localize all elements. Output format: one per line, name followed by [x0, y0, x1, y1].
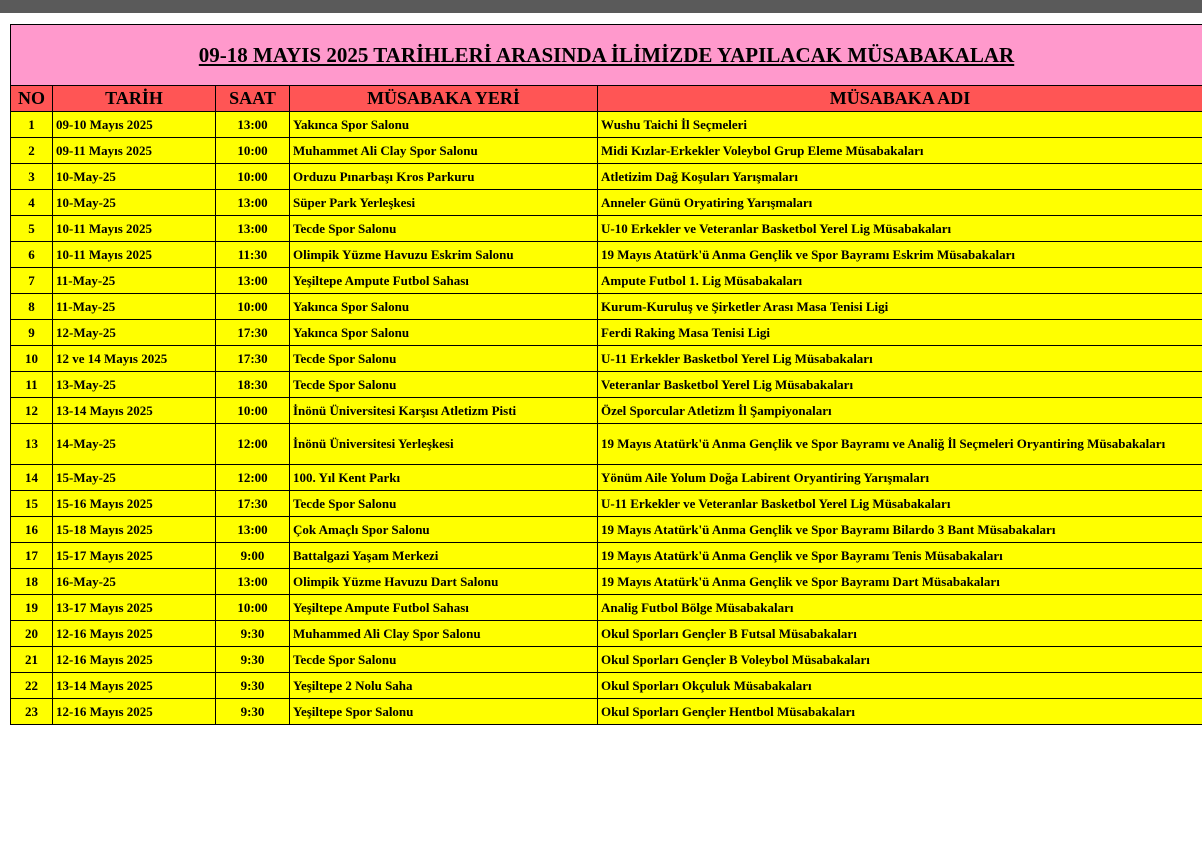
header-event: MÜSABAKA ADI [598, 86, 1202, 112]
cell-date: 15-16 Mayıs 2025 [53, 491, 216, 517]
cell-venue: Yeşiltepe Ampute Futbol Sahası [290, 595, 598, 621]
cell-date: 12-16 Mayıs 2025 [53, 699, 216, 725]
cell-venue: Muhammed Ali Clay Spor Salonu [290, 621, 598, 647]
cell-venue: Çok Amaçlı Spor Salonu [290, 517, 598, 543]
cell-event: Analig Futbol Bölge Müsabakaları [598, 595, 1202, 621]
cell-date: 14-May-25 [53, 424, 216, 465]
cell-time: 9:30 [216, 621, 290, 647]
cell-date: 12 ve 14 Mayıs 2025 [53, 346, 216, 372]
cell-date: 11-May-25 [53, 294, 216, 320]
cell-time: 9:30 [216, 647, 290, 673]
schedule-sheet [10, 24, 1202, 725]
cell-no: 16 [11, 517, 53, 543]
cell-no: 3 [11, 164, 53, 190]
schedule-table [10, 24, 1202, 725]
table-row [11, 398, 1202, 424]
cell-event: 19 Mayıs Atatürk'ü Anma Gençlik ve Spor Bayramı Tenis Müsabakaları [598, 543, 1202, 569]
cell-venue: Yakınca Spor Salonu [290, 294, 598, 320]
page-title: 09-18 MAYIS 2025 TARİHLERİ ARASINDA İLİMİZDE YAPILACAK MÜSABAKALAR [11, 25, 1202, 86]
cell-date: 11-May-25 [53, 268, 216, 294]
cell-no: 1 [11, 112, 53, 138]
header-no: NO [11, 86, 53, 112]
cell-time: 10:00 [216, 164, 290, 190]
cell-time: 11:30 [216, 242, 290, 268]
cell-event: U-11 Erkekler ve Veteranlar Basketbol Yerel Lig Müsabakaları [598, 491, 1202, 517]
table-row [11, 621, 1202, 647]
cell-event: Anneler Günü Oryatiring Yarışmaları [598, 190, 1202, 216]
cell-date: 10-May-25 [53, 164, 216, 190]
cell-time: 9:30 [216, 699, 290, 725]
table-row [11, 320, 1202, 346]
cell-date: 13-May-25 [53, 372, 216, 398]
cell-date: 12-May-25 [53, 320, 216, 346]
cell-time: 13:00 [216, 268, 290, 294]
table-row [11, 294, 1202, 320]
cell-date: 10-11 Mayıs 2025 [53, 216, 216, 242]
cell-no: 6 [11, 242, 53, 268]
cell-no: 7 [11, 268, 53, 294]
cell-date: 15-May-25 [53, 465, 216, 491]
cell-venue: Tecde Spor Salonu [290, 346, 598, 372]
cell-event: Ampute Futbol 1. Lig Müsabakaları [598, 268, 1202, 294]
cell-no: 5 [11, 216, 53, 242]
cell-no: 21 [11, 647, 53, 673]
cell-no: 8 [11, 294, 53, 320]
cell-time: 12:00 [216, 465, 290, 491]
cell-venue: Tecde Spor Salonu [290, 491, 598, 517]
cell-date: 13-14 Mayıs 2025 [53, 673, 216, 699]
cell-venue: Yeşiltepe 2 Nolu Saha [290, 673, 598, 699]
cell-event: Okul Sporları Gençler B Futsal Müsabakaları [598, 621, 1202, 647]
cell-no: 10 [11, 346, 53, 372]
table-row [11, 543, 1202, 569]
cell-no: 18 [11, 569, 53, 595]
cell-venue: Tecde Spor Salonu [290, 216, 598, 242]
cell-event: Midi Kızlar-Erkekler Voleybol Grup Eleme Müsabakaları [598, 138, 1202, 164]
cell-date: 16-May-25 [53, 569, 216, 595]
cell-time: 9:30 [216, 673, 290, 699]
cell-venue: İnönü Üniversitesi Karşısı Atletizm Pisti [290, 398, 598, 424]
table-row [11, 216, 1202, 242]
cell-date: 15-18 Mayıs 2025 [53, 517, 216, 543]
cell-no: 9 [11, 320, 53, 346]
cell-time: 13:00 [216, 569, 290, 595]
cell-date: 13-14 Mayıs 2025 [53, 398, 216, 424]
cell-event: Yönüm Aile Yolum Doğa Labirent Oryantiring Yarışmaları [598, 465, 1202, 491]
cell-event: U-11 Erkekler Basketbol Yerel Lig Müsabakaları [598, 346, 1202, 372]
cell-venue: İnönü Üniversitesi Yerleşkesi [290, 424, 598, 465]
cell-event: Atletizim Dağ Koşuları Yarışmaları [598, 164, 1202, 190]
cell-venue: Yakınca Spor Salonu [290, 112, 598, 138]
table-row [11, 242, 1202, 268]
cell-no: 23 [11, 699, 53, 725]
cell-time: 17:30 [216, 491, 290, 517]
table-row [11, 699, 1202, 725]
table-row [11, 569, 1202, 595]
table-row [11, 517, 1202, 543]
cell-date: 15-17 Mayıs 2025 [53, 543, 216, 569]
cell-venue: Yeşiltepe Spor Salonu [290, 699, 598, 725]
cell-venue: Olimpik Yüzme Havuzu Dart Salonu [290, 569, 598, 595]
cell-event: Kurum-Kuruluş ve Şirketler Arası Masa Tenisi Ligi [598, 294, 1202, 320]
cell-event: Okul Sporları Okçuluk Müsabakaları [598, 673, 1202, 699]
cell-time: 9:00 [216, 543, 290, 569]
cell-no: 19 [11, 595, 53, 621]
cell-time: 12:00 [216, 424, 290, 465]
cell-event: 19 Mayıs Atatürk'ü Anma Gençlik ve Spor Bayramı Dart Müsabakaları [598, 569, 1202, 595]
cell-time: 10:00 [216, 595, 290, 621]
cell-no: 11 [11, 372, 53, 398]
cell-time: 13:00 [216, 112, 290, 138]
cell-event: Okul Sporları Gençler Hentbol Müsabakaları [598, 699, 1202, 725]
cell-event: Özel Sporcular Atletizm İl Şampiyonaları [598, 398, 1202, 424]
cell-date: 12-16 Mayıs 2025 [53, 621, 216, 647]
cell-time: 10:00 [216, 294, 290, 320]
cell-event: Okul Sporları Gençler B Voleybol Müsabakaları [598, 647, 1202, 673]
cell-event: 19 Mayıs Atatürk'ü Anma Gençlik ve Spor Bayramı ve Analiğ İl Seçmeleri Oryantiring Müsabakaları [598, 424, 1202, 465]
cell-time: 13:00 [216, 517, 290, 543]
window-top-bar [0, 0, 1202, 13]
cell-time: 13:00 [216, 190, 290, 216]
cell-venue: Tecde Spor Salonu [290, 647, 598, 673]
table-row [11, 138, 1202, 164]
cell-date: 13-17 Mayıs 2025 [53, 595, 216, 621]
table-row [11, 164, 1202, 190]
cell-date: 09-11 Mayıs 2025 [53, 138, 216, 164]
table-row [11, 190, 1202, 216]
cell-venue: Orduzu Pınarbaşı Kros Parkuru [290, 164, 598, 190]
cell-event: Veteranlar Basketbol Yerel Lig Müsabakaları [598, 372, 1202, 398]
cell-no: 4 [11, 190, 53, 216]
table-row [11, 112, 1202, 138]
table-row [11, 673, 1202, 699]
table-row [11, 465, 1202, 491]
cell-no: 17 [11, 543, 53, 569]
cell-venue: 100. Yıl Kent Parkı [290, 465, 598, 491]
cell-time: 17:30 [216, 346, 290, 372]
cell-venue: Yeşiltepe Ampute Futbol Sahası [290, 268, 598, 294]
cell-venue: Muhammet Ali Clay Spor Salonu [290, 138, 598, 164]
cell-no: 20 [11, 621, 53, 647]
cell-date: 12-16 Mayıs 2025 [53, 647, 216, 673]
table-row [11, 647, 1202, 673]
table-row [11, 268, 1202, 294]
cell-venue: Tecde Spor Salonu [290, 372, 598, 398]
cell-time: 10:00 [216, 138, 290, 164]
cell-no: 12 [11, 398, 53, 424]
cell-no: 2 [11, 138, 53, 164]
cell-event: 19 Mayıs Atatürk'ü Anma Gençlik ve Spor Bayramı Eskrim Müsabakaları [598, 242, 1202, 268]
header-venue: MÜSABAKA YERİ [290, 86, 598, 112]
cell-no: 13 [11, 424, 53, 465]
cell-date: 10-May-25 [53, 190, 216, 216]
cell-event: Ferdi Raking Masa Tenisi Ligi [598, 320, 1202, 346]
cell-date: 09-10 Mayıs 2025 [53, 112, 216, 138]
cell-no: 15 [11, 491, 53, 517]
table-header-row [11, 86, 1202, 112]
cell-no: 14 [11, 465, 53, 491]
header-time: SAAT [216, 86, 290, 112]
cell-no: 22 [11, 673, 53, 699]
cell-date: 10-11 Mayıs 2025 [53, 242, 216, 268]
cell-event: Wushu Taichi İl Seçmeleri [598, 112, 1202, 138]
table-row [11, 491, 1202, 517]
table-row [11, 372, 1202, 398]
cell-time: 10:00 [216, 398, 290, 424]
cell-time: 18:30 [216, 372, 290, 398]
cell-event: U-10 Erkekler ve Veteranlar Basketbol Yerel Lig Müsabakaları [598, 216, 1202, 242]
cell-venue: Olimpik Yüzme Havuzu Eskrim Salonu [290, 242, 598, 268]
cell-venue: Yakınca Spor Salonu [290, 320, 598, 346]
cell-event: 19 Mayıs Atatürk'ü Anma Gençlik ve Spor Bayramı Bilardo 3 Bant Müsabakaları [598, 517, 1202, 543]
cell-time: 17:30 [216, 320, 290, 346]
header-date: TARİH [53, 86, 216, 112]
table-row [11, 424, 1202, 465]
cell-venue: Süper Park Yerleşkesi [290, 190, 598, 216]
cell-time: 13:00 [216, 216, 290, 242]
cell-venue: Battalgazi Yaşam Merkezi [290, 543, 598, 569]
table-row [11, 346, 1202, 372]
table-row [11, 595, 1202, 621]
